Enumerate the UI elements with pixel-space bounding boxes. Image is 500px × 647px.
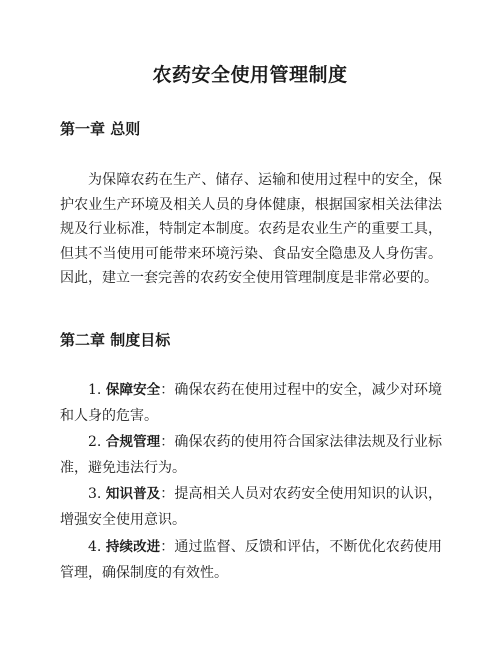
- chapter-1-paragraph: 为保障农药在生产、储存、运输和使用过程中的安全，保护农业生产环境及相关人员的身体健康，根据国家相关法律法规及行业标准，特制定本制度。农药是农业生产的重要工具，但其不当使用可能带来环境污染、食品安全隐患及人身伤害。因此，建立一套完善的农药安全使用管理制度是非常必要的。: [60, 172, 442, 287]
- goal-item-text: 确保农药在使用过程中的安全，减少对环境和人身的危害。: [60, 382, 443, 424]
- goal-item-term: 持续改进: [105, 539, 161, 555]
- goal-item-text: 确保农药的使用符合国家法律法规及行业标准，避免违法行为。: [60, 434, 443, 476]
- goal-item-4: [60, 534, 442, 586]
- goal-item-term: 知识普及: [105, 486, 161, 502]
- goal-item-text: 通过监督、反馈和评估，不断优化农药使用管理，确保制度的有效性。: [60, 539, 443, 581]
- goal-item-term: 合规管理: [105, 434, 161, 450]
- document-title: 农药安全使用管理制度: [152, 64, 348, 86]
- chapter-1-heading: 第一章 总则: [60, 120, 141, 138]
- goal-item-number: 3.: [88, 486, 102, 502]
- chapter-2-heading: 第二章 制度目标: [60, 331, 171, 349]
- goal-item-number: 1.: [88, 382, 102, 398]
- goal-item-separator: ：: [160, 486, 175, 502]
- goal-item-separator: ：: [160, 434, 175, 450]
- goal-item-separator: ：: [160, 382, 175, 398]
- goal-item-text: 提高相关人员对农药安全使用知识的认识，增强安全使用意识。: [60, 486, 443, 528]
- goal-item-1: [60, 377, 442, 429]
- goal-item-2: [60, 429, 442, 481]
- goal-item-number: 2.: [88, 434, 102, 450]
- goal-item-3: [60, 481, 442, 533]
- goal-item-term: 保障安全: [105, 382, 161, 398]
- goal-item-number: 4.: [88, 539, 102, 555]
- goal-item-separator: ：: [160, 539, 175, 555]
